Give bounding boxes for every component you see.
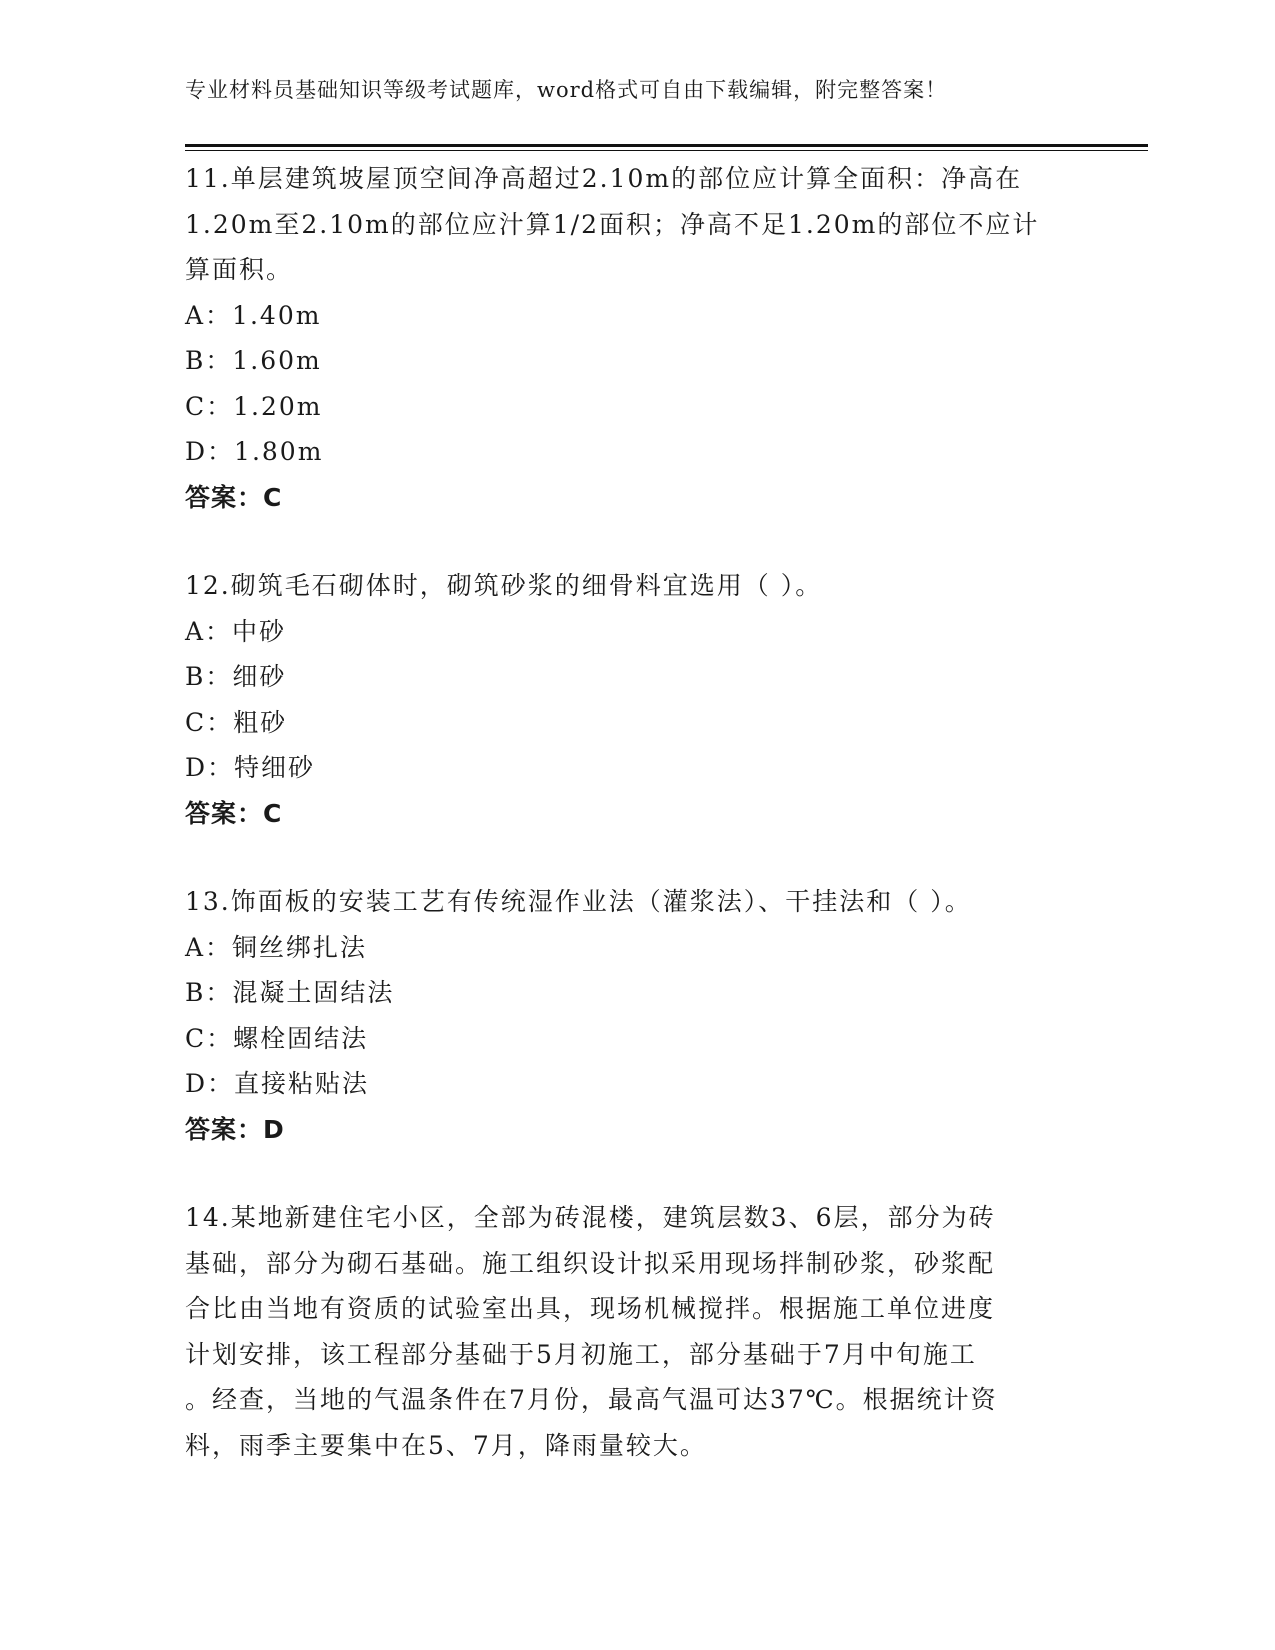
question-stem-line: 12.砌筑毛石砌体时，砌筑砂浆的细骨料宜选用（ ）。 [185, 571, 823, 600]
option-c: C：螺栓固结法 [185, 1023, 369, 1053]
answer-label: 答案：C [185, 798, 283, 828]
option-a: A：中砂 [185, 616, 287, 646]
answer-label: 答案：C [185, 482, 283, 512]
question-stem-line: 基础，部分为砌石基础。施工组织设计拟采用现场拌制砂浆，砂浆配 [185, 1248, 996, 1278]
question-stem-line: 计划安排，该工程部分基础于5月初施工，部分基础于7月中旬施工 [185, 1339, 977, 1369]
option-c: C：1.20m [185, 391, 323, 421]
question-12 [185, 563, 1075, 836]
header-rule-thin [185, 150, 1148, 151]
question-11 [185, 156, 1075, 520]
question-stem-line: 11.单层建筑坡屋顶空间净高超过2.10m的部位应计算全面积：净高在 [185, 164, 1023, 193]
spacer [185, 520, 1075, 563]
option-d: D：直接粘贴法 [185, 1069, 370, 1098]
option-d: D：特细砂 [185, 753, 316, 782]
option-b: B：混凝土固结法 [185, 978, 395, 1007]
question-list [185, 156, 1075, 1468]
question-stem-line: 算面积。 [185, 255, 294, 284]
question-stem-line: 1.20m至2.10m的部位应汁算1/2面积；净高不足1.20m的部位不应计 [185, 209, 1040, 239]
option-b: B：1.60m [185, 346, 322, 375]
option-d: D：1.80m [185, 437, 324, 466]
answer-label: 答案：D [185, 1114, 285, 1144]
header-rule-thick [185, 144, 1148, 147]
spacer [185, 836, 1075, 879]
question-stem-line: 料，雨季主要集中在5、7月，降雨量较大。 [185, 1430, 707, 1460]
question-stem-line: 合比由当地有资质的试验室出具，现场机械搅拌。根据施工单位进度 [185, 1294, 996, 1323]
question-stem-line: 。经查，当地的气温条件在7月份，最高气温可达37℃。根据统计资 [185, 1385, 998, 1414]
question-14 [185, 1195, 1075, 1468]
option-a: A：铜丝绑扎法 [185, 932, 368, 962]
question-stem-line: 14.某地新建住宅小区，全部为砖混楼，建筑层数3、6层，部分为砖 [185, 1203, 996, 1232]
option-a: A：1.40m [185, 300, 322, 330]
option-c: C：粗砂 [185, 707, 288, 737]
page-header: 专业材料员基础知识等级考试题库，word格式可自由下载编辑，附完整答案！ [185, 78, 948, 102]
question-13 [185, 879, 1075, 1152]
spacer [185, 1152, 1075, 1195]
question-stem-line: 13.饰面板的安装工艺有传统湿作业法（灌浆法）、干挂法和（ ）。 [185, 887, 972, 916]
option-b: B：细砂 [185, 662, 287, 691]
